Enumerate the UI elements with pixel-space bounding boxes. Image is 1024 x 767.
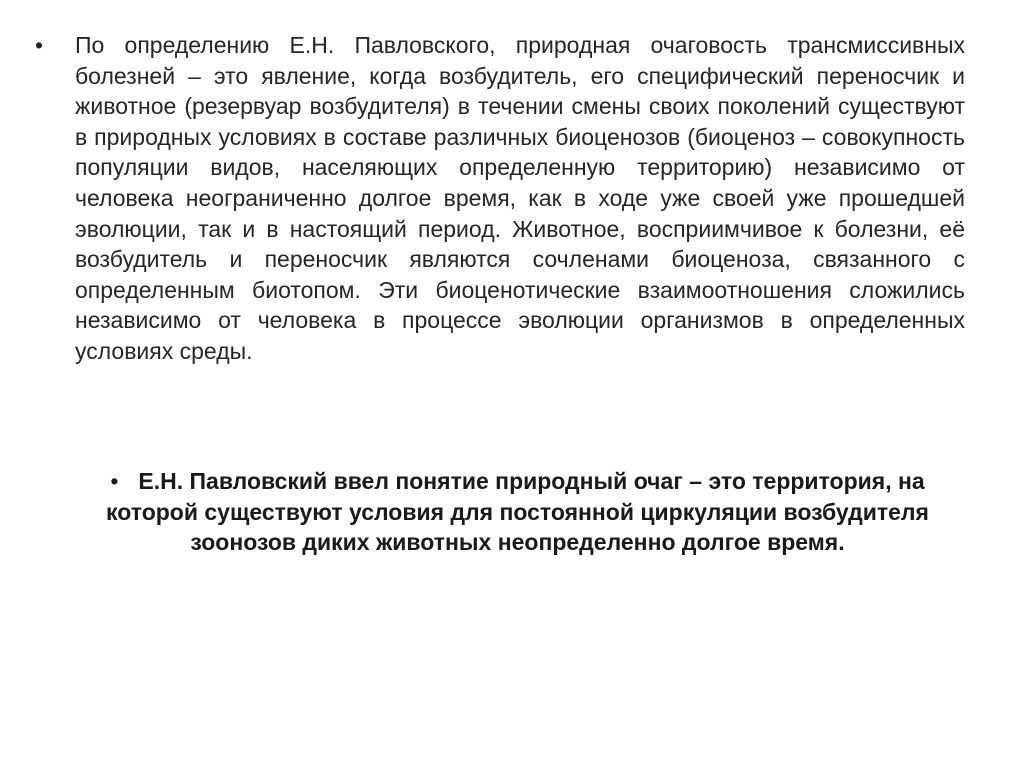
bullet-paragraph-natural-focus: [90, 466, 945, 558]
bullet-paragraph-definition: По определению Е.Н. Павловского, природная очаговость трансмиссивных болезней – это явление, когда возбудитель, его специфический переносчик и животное (резервуар возбудителя) в течении смены своих поколений существуют в природных условиях в составе различных биоценозов (биоценоз – совокупность популяции видов, населяющих определенную территорию) независимо от человека неограниченно долгое время, как в ходе уже своей уже прошедшей эволюции, так и в настоящий период. Животное, восприимчивое к болезни, её возбудитель и переносчик являются сочленами биоценоза, связанного с определенным биотопом. Эти биоценотические взаимоотношения сложились независимо от человека в процессе эволюции организмов в определенных условиях среды.: [75, 32, 965, 364]
bullet-marker: •: [35, 32, 44, 58]
bullet-text: Е.Н. Павловский ввел понятие природный очаг – это территория, на которой существуют условия для постоянной циркуляции возбудителя зоонозов диких животных неопределенно долгое время.: [106, 468, 929, 556]
bullet-marker: •: [110, 468, 119, 494]
